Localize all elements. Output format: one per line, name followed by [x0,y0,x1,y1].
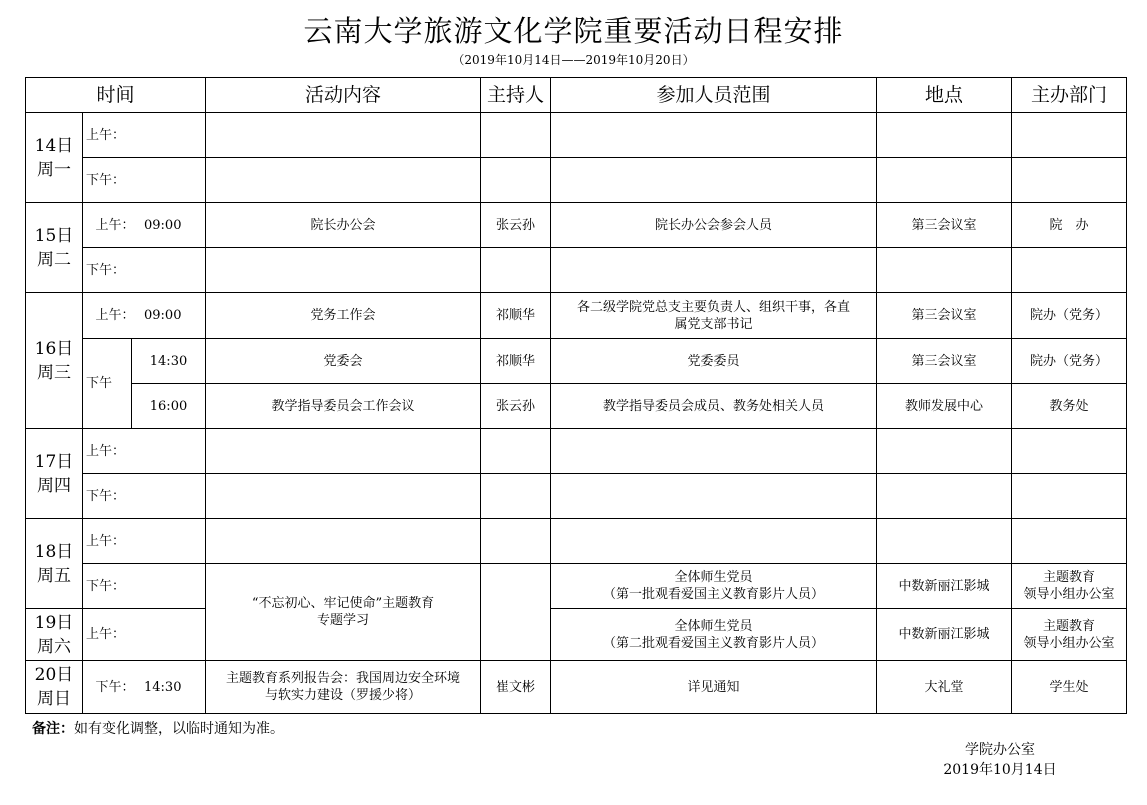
signature-date: 2019年10月14日 [943,762,1057,778]
event-participants: 各二级学院党总支主要负责人、组织干事，各直属党支部书记 [551,293,877,339]
event-content: 院长办公会 [206,203,481,248]
event-participants [551,609,877,661]
page-title: 云南大学旅游文化学院重要活动日程安排 [303,14,844,48]
pm-label: 下午： [83,474,206,519]
table-row [26,474,1127,519]
dept-line: 主题教育 [1043,570,1096,585]
participants-line: 全体师生党员 [674,570,753,585]
event-time: 09:00 [144,217,182,233]
pm-label: 下午： [95,679,135,695]
dept-line: 领导小组办公室 [1023,635,1115,651]
event-content [206,564,481,661]
day-cell [26,203,83,293]
table-row [26,248,1127,293]
event-location: 中数新丽江影城 [877,609,1012,661]
event-location: 中数新丽江影城 [877,564,1012,609]
event-content [206,661,481,714]
event-dept: 院办（党务） [1012,339,1127,384]
participants-line: 全体师生党员 [674,618,753,634]
day-weekday: 周四 [37,475,71,496]
day-date: 15日 [34,225,74,246]
event-dept [1012,564,1127,609]
signature-block [920,740,1080,780]
header-time: 时间 [26,78,206,113]
table-row [26,609,1127,661]
am-label: 上午： [83,519,206,564]
remark-label: 备注： [32,721,74,737]
day-date: 18日 [34,541,74,562]
event-host: 祁顺华 [481,293,551,339]
event-host: 张云孙 [481,203,551,248]
event-content-line: “不忘初心、牢记使命”主题教育 [251,596,435,611]
table-row [26,564,1127,609]
schedule-table [25,77,1127,714]
day-cell [26,293,83,429]
event-host: 祁顺华 [481,339,551,384]
dept-line: 主题教育 [1043,618,1096,634]
pm-label: 下午： [83,564,206,609]
event-time: 16:00 [132,384,206,429]
event-dept: 院办（党务） [1012,293,1127,339]
am-label: 上午： [83,113,206,158]
day-date: 14日 [34,135,74,156]
table-row [26,429,1127,474]
participants-line: （第一批观看爱国主义教育影片人员） [603,587,825,602]
am-label: 上午： [83,609,206,661]
day-date: 17日 [34,451,74,472]
event-dept: 院 办 [1012,203,1127,248]
event-participants: 教学指导委员会成员、教务处相关人员 [551,384,877,429]
am-label: 上午： [95,308,135,323]
event-participants: 党委委员 [551,339,877,384]
table-row [26,158,1127,203]
participants-line: （第二批观看爱国主义教育影片人员） [603,635,825,651]
event-location: 第三会议室 [877,203,1012,248]
day-date: 19日 [34,612,74,633]
day-cell [26,429,83,519]
header-dept: 主办部门 [1012,78,1127,113]
day-date: 20日 [34,665,74,685]
event-participants: 院长办公会参会人员 [551,203,877,248]
remark [32,720,284,738]
pm-label: 下午： [83,158,206,203]
event-dept: 教务处 [1012,384,1127,429]
table-row [26,203,1127,248]
event-content-line: 主题教育系列报告会：我国周边安全环境 [226,671,461,686]
time-cell [83,661,206,714]
event-location: 教师发展中心 [877,384,1012,429]
header-participants: 参加人员范围 [551,78,877,113]
table-row [26,661,1127,714]
event-location: 第三会议室 [877,293,1012,339]
event-content: 党委会 [206,339,481,384]
table-row [26,384,1127,429]
event-time: 09:00 [144,308,182,323]
table-row [26,519,1127,564]
event-content-line: 专题学习 [317,613,370,628]
day-cell [26,113,83,203]
am-label: 上午： [95,217,135,233]
header-location: 地点 [877,78,1012,113]
dept-line: 领导小组办公室 [1023,587,1115,602]
day-cell [26,519,83,609]
time-cell [83,203,206,248]
header-row [26,78,1127,113]
pm-label: 下午 [83,339,132,429]
pm-label: 下午： [83,248,206,293]
event-time: 14:30 [132,339,206,384]
table-row [26,293,1127,339]
event-content: 党务工作会 [206,293,481,339]
day-cell [26,661,83,714]
day-weekday: 周日 [37,689,71,709]
header-host: 主持人 [481,78,551,113]
table-row [26,339,1127,384]
event-dept [1012,609,1127,661]
event-host: 张云孙 [481,384,551,429]
event-host [481,564,551,661]
time-cell [83,293,206,339]
table-row [26,113,1127,158]
event-host: 崔文彬 [481,661,551,714]
day-date: 16日 [34,338,74,359]
am-label: 上午： [83,429,206,474]
day-weekday: 周三 [37,362,71,383]
day-cell [26,609,83,661]
day-weekday: 周一 [37,159,71,180]
event-content-line: 与软实力建设（罗援少将） [265,688,422,703]
remark-text: 如有变化调整，以临时通知为准。 [74,721,284,737]
event-location: 大礼堂 [877,661,1012,714]
event-participants: 详见通知 [551,661,877,714]
day-weekday: 周五 [37,565,71,586]
day-weekday: 周二 [37,249,71,270]
signature-office: 学院办公室 [965,742,1035,758]
event-time: 14:30 [144,679,182,695]
event-content: 教学指导委员会工作会议 [206,384,481,429]
day-weekday: 周六 [37,636,71,657]
header-content: 活动内容 [206,78,481,113]
event-location: 第三会议室 [877,339,1012,384]
event-participants [551,564,877,609]
event-dept: 学生处 [1012,661,1127,714]
date-range-subtitle: （2019年10月14日——2019年10月20日） [452,53,695,67]
